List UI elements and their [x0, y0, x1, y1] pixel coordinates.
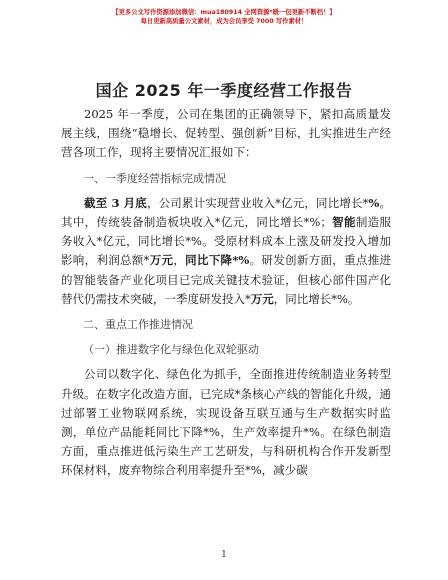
- indicators-text-1: ，公司累计实现营业收入*亿元，同比增长*: [146, 195, 369, 210]
- indicators-lead: 截至 3 月底: [84, 195, 147, 210]
- subsection-1-heading: （一）推进数字化与绿色化双轮驱动: [83, 343, 259, 357]
- section-1-heading: 一、一季度经营指标完成情况: [83, 171, 226, 185]
- indicators-bold-2: 智能: [331, 215, 356, 230]
- promo-banner-line-1: 【更多公文写作资源添加微信：mua180914 全网资源*暖一包更新不断档！】: [112, 9, 336, 16]
- indicators-bold-1: %: [368, 195, 380, 210]
- indicators-bold-3: 万元: [149, 253, 174, 268]
- section-2-heading: 二、重点工作推进情况: [83, 318, 193, 332]
- indicators-text-2: 。其中，传统装备制造板块收入*亿元，同比增长*%；: [61, 195, 392, 230]
- document-body: [61, 105, 391, 485]
- promo-banner: [0, 8, 448, 26]
- promo-banner-line-2: 每日更新高质量公文素材，成为会员享受 7000 写作素材！: [140, 18, 308, 25]
- indicators-bold-4: 同比下降*%: [185, 253, 250, 268]
- indicators-paragraph: [61, 194, 391, 309]
- document-title: 国企 2025 年一季度经营工作报告: [95, 81, 353, 100]
- indicators-bold-5: 万元: [250, 291, 274, 306]
- indicators-text-4: ，: [173, 253, 186, 268]
- indicators-text-6: ，同比增长*%。: [273, 291, 360, 306]
- digital-green-paragraph: 公司以数字化、绿色化为抓手，全面推进传统制造业务转型升级。在数字化改造方面，已完成*条核心产线的智能化升级，通过部署工业物联网系统，实现设备互联互通与生产数据实时监测，单位产品能耗同比下降*%，生产效率提升*%。在绿色制造方面，重点推进低污染生产工艺研发，与科研机构合作开发新型环保材料，废弃物综合利用率提升至*%，减少碳: [61, 367, 391, 478]
- indicators-text-5: 。研发创新方面，重点推进的智能装备产业化项目已完成关键技术验证，但核心部件国产化替代仍需技术突破，一季度研发投入*: [61, 253, 391, 306]
- page-number: 1: [221, 550, 227, 560]
- intro-paragraph: 2025 年一季度，公司在集团的正确领导下，紧扣高质量发展主线，围绕“稳增长、促转型、强创新”目标，扎实推进生产经营各项工作，现将主要情况汇报如下：: [61, 107, 391, 160]
- indicators-text-3: 制造服务收入*亿元，同比增长*%。受原材料成本上涨及研发投入增加影响，利润总额*: [61, 215, 392, 268]
